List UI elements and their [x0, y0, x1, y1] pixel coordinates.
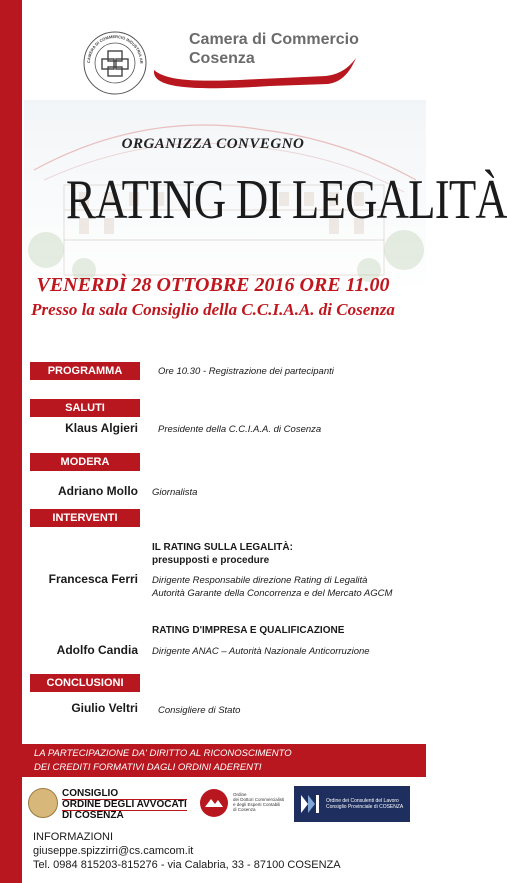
organizer-line: ORGANIZZA CONVEGNO: [121, 136, 305, 152]
dottori-line4: di Cosenza: [233, 807, 256, 812]
modera-label: MODERA: [30, 453, 140, 471]
conclusioni-speaker-name: Giulio Veltri: [71, 701, 138, 715]
talk2-title: RATING D'IMPRESA E QUALIFICAZIONE: [152, 625, 345, 636]
chamber-name-line1: Camera di Commercio: [189, 31, 359, 48]
contacts-heading: INFORMAZIONI: [33, 831, 114, 843]
avvocati-line2: ORDINE DEGLI AVVOCATI: [62, 799, 187, 810]
chamber-name-line2: Cosenza: [189, 50, 255, 67]
dottori-line2: dei Dottori Commercialisti: [233, 797, 285, 802]
talk1-speaker-role-line1: Dirigente Responsabile direzione Rating di Legalità: [152, 575, 368, 586]
consulenti-logo-text: [326, 798, 403, 810]
consulenti-line2: Consiglio Provinciale di COSENZA: [326, 804, 404, 810]
talk2-speaker-name: Adolfo Candia: [56, 643, 138, 657]
programma-text: Ore 10.30 - Registrazione dei partecipanti: [158, 366, 334, 377]
contacts-phone-address: Tel. 0984 815203-815276 - via Calabria, 33 - 87100 COSENZA: [33, 859, 341, 871]
avvocati-seal-icon: [28, 788, 58, 818]
dottori-line3: e degli Esperti Contabili: [233, 802, 281, 807]
consulenti-mark-icon: [298, 792, 322, 816]
talk1-title-line1: IL RATING SULLA LEGALITÀ:: [152, 542, 293, 553]
programma-label: PROGRAMMA: [30, 362, 140, 380]
seal-text: CAMERA DI COMMERCIO INDUSTRIA AR: [85, 33, 145, 64]
credits-line1: LA PARTECIPAZIONE DA' DIRITTO AL RICONOSCIMENTO: [34, 748, 292, 759]
avvocati-line3: DI COSENZA: [62, 810, 124, 821]
logo-ordine-avvocati: [28, 788, 187, 821]
consulenti-line1: Ordine dei Consulenti del Lavoro: [326, 798, 399, 804]
interventi-label: INTERVENTI: [30, 509, 140, 527]
logo-consulenti-lavoro: [294, 786, 410, 822]
talk1-title-line2: presupposti e procedure: [152, 555, 270, 566]
modera-speaker-name: Adriano Mollo: [58, 484, 138, 498]
left-red-bar: [0, 0, 22, 883]
talk1-speaker-role-line2: Autorità Garante della Concorrenza e del Mercato AGCM: [152, 588, 393, 599]
event-title: RATING DI LEGALITÀ: [66, 169, 507, 231]
commercialisti-mark-icon: [199, 788, 229, 818]
dottori-line1: Ordine: [233, 792, 247, 797]
modera-speaker-role: Giornalista: [152, 487, 198, 498]
avvocati-logo-text: [62, 789, 187, 821]
saluti-speaker-name: Klaus Algieri: [65, 421, 138, 435]
credits-line2: DEI CREDITI FORMATIVI DAGLI ORDINI ADERENTI: [34, 762, 262, 773]
conclusioni-label: CONCLUSIONI: [30, 674, 140, 692]
contacts-email[interactable]: giuseppe.spizzirri@cs.camcom.it: [33, 845, 194, 857]
saluti-label: SALUTI: [30, 399, 140, 417]
credits-banner: [22, 744, 426, 777]
logo-ordine-commercialisti: [196, 786, 291, 822]
chamber-swoosh-icon: [150, 52, 360, 92]
chamber-seal-logo: [82, 30, 148, 96]
commercialisti-logo-text: [233, 792, 284, 812]
event-place: Presso la sala Consiglio della C.C.I.A.A. di Cosenza: [31, 300, 395, 319]
talk1-speaker-name: Francesca Ferri: [48, 572, 138, 586]
conclusioni-speaker-role: Consigliere di Stato: [158, 705, 241, 716]
saluti-speaker-role: Presidente della C.C.I.A.A. di Cosenza: [158, 424, 322, 435]
event-date: VENERDÌ 28 OTTOBRE 2016 ORE 11.00: [36, 274, 390, 296]
avvocati-line1: CONSIGLIO: [62, 789, 187, 800]
talk2-speaker-role: Dirigente ANAC – Autorità Nazionale Anticorruzione: [152, 646, 370, 657]
